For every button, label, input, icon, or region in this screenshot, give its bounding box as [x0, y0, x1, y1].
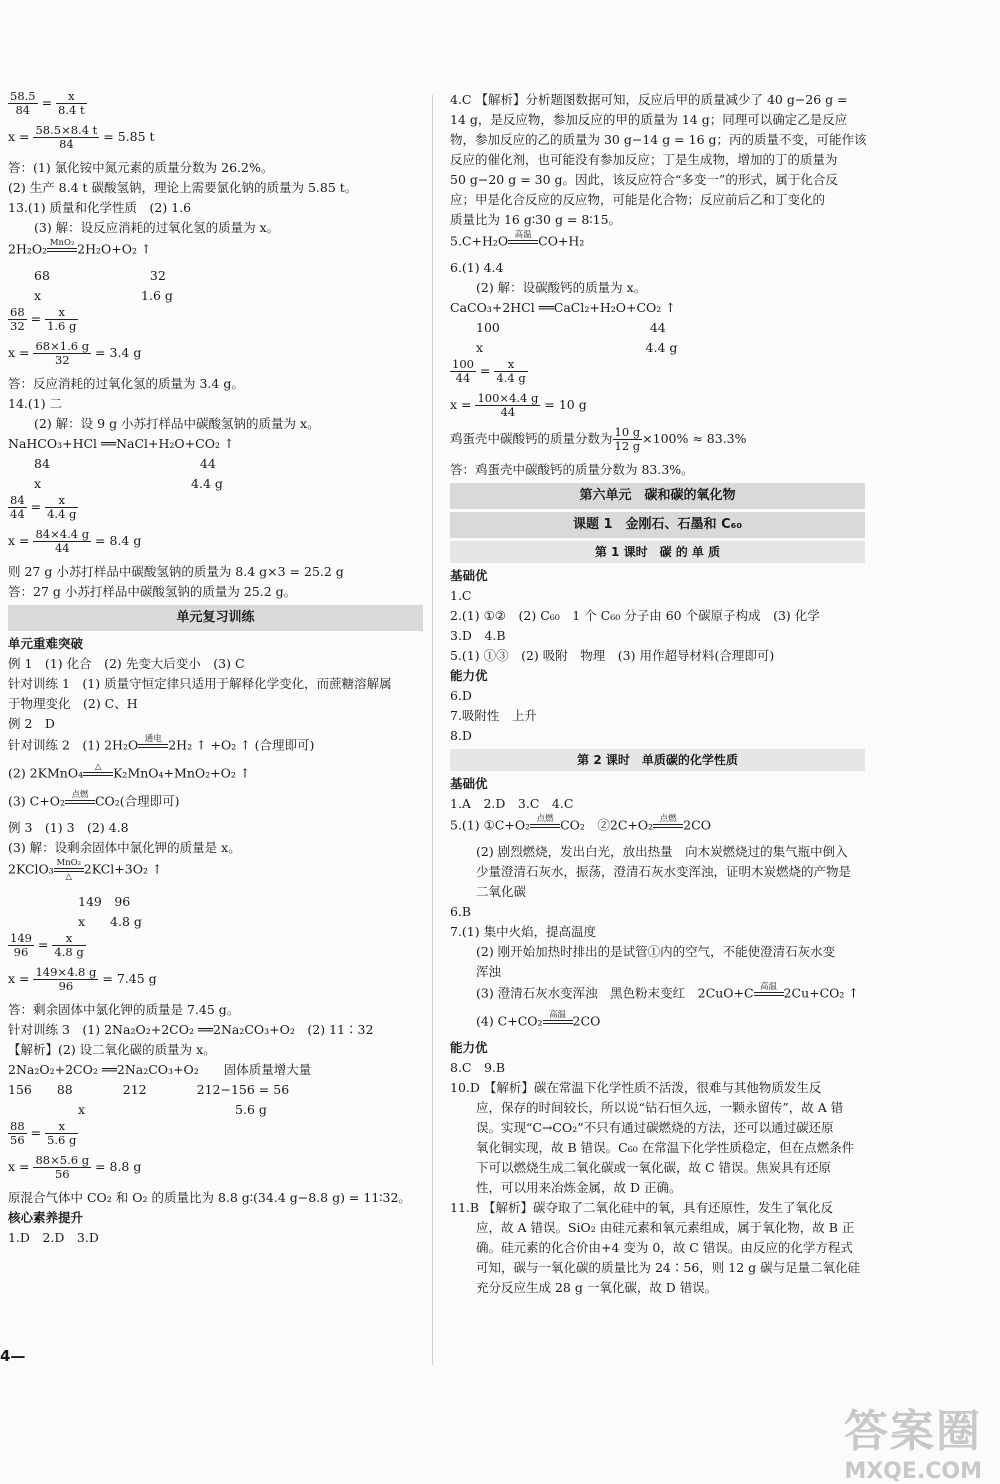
fraction-line: $\frac{88}{56}$ = $\frac{x}{5.6 g}$: [10, 1119, 77, 1147]
answer-line: 3.D 4.B: [450, 628, 506, 643]
training-1-cont: 于物理变化 (2) C、H: [8, 696, 138, 711]
answer-line: 2.(1) ①② (2) C₆₀ 1 个 C₆₀ 分子由 60 个碳原子构成 (3) 化学: [450, 608, 820, 623]
training-1: 针对训练 1 (1) 质量守恒定律只适用于解释化学变化，而蔗糖溶解属: [8, 676, 392, 691]
solution-line: (2) 解：设 9 g 小苏打样品中碳酸氢钠的质量为 x。: [34, 416, 320, 431]
question-13: 13.(1) 质量和化学性质 (2) 1.6: [8, 200, 192, 215]
answer-line: 8.D: [450, 728, 472, 743]
page-number: 4—: [0, 1347, 26, 1365]
analysis-line: 可知，碳与一氧化碳的质量比为 24∶56，则 12 g 碳与足量二氧化硅: [476, 1260, 861, 1275]
answer-line: 二氧化碳: [476, 884, 527, 899]
unit-header: 第六单元 碳和碳的氧化物: [450, 483, 865, 509]
mass-line: x 4.8 g: [78, 914, 142, 929]
question-14: 14.(1) 二: [8, 396, 63, 411]
analysis-line: 确。硅元素的化合价由+4 变为 0，故 C 错误。由反应的化学方程式: [476, 1240, 853, 1255]
mass-line: x 4.4 g: [476, 340, 678, 355]
column-divider: [432, 95, 433, 1365]
analysis-line: 质量比为 16 g∶30 g = 8∶15。: [450, 212, 622, 227]
subsection-heading: 能力优: [450, 668, 488, 683]
example-1: 例 1 (1) 化合 (2) 先变大后变小 (3) C: [8, 656, 245, 671]
fraction-line: x = $\frac{58.5\times 8.4 t}{84}$ = 5.85 t: [8, 123, 155, 151]
result-line: 则 27 g 小苏打样品中碳酸氢钠的质量为 8.4 g×3 = 25.2 g: [8, 564, 344, 579]
core-answers: 1.D 2.D 3.D: [8, 1230, 99, 1245]
answer-line: 1.A 2.D 3.C 4.C: [450, 796, 574, 811]
analysis-line: 反应的催化剂，也可能没有参加反应；丁是生成物，增加的丁的质量为: [450, 152, 838, 167]
training-2: 针对训练 2 (1) 2H₂O 通电 2H₂ ↑ +O₂ ↑ (合理即可): [8, 734, 315, 753]
question-5: 5.C+H₂O 高温 CO+H₂: [450, 230, 585, 249]
analysis-line: 性，可以用来冶炼金属，故 D 正确。: [476, 1180, 682, 1195]
left-column: [8, 90, 423, 1248]
training-3: 针对训练 3 (1) 2Na₂O₂+2CO₂ ══2Na₂CO₃+O₂ (2) 11∶32: [8, 1022, 374, 1037]
equation-line: 2KClO₃ MnO₂ △ 2KCl+3O₂ ↑: [8, 858, 163, 882]
analysis-line: 应，保存的时间较长，所以说“钻石恒久远，一颗永留传”，故 A 错: [476, 1100, 844, 1115]
solution-line: (3) 解：设剩余固体中氯化钾的质量是 x。: [8, 840, 241, 855]
fraction-line: $\frac{68}{32}$ = $\frac{x}{1.6 g}$: [10, 305, 77, 333]
answer-line: (4) C+CO₂ 高温 2CO: [476, 1010, 601, 1029]
example-2: 例 2 D: [8, 716, 55, 731]
watermark-text: 答案圈: [844, 1406, 982, 1457]
analysis-line: 【解析】(2) 设二氧化碳的质量为 x。: [8, 1042, 216, 1057]
answer-line: 6.D: [450, 688, 472, 703]
training-2-c: (3) C+O₂ 点燃 CO₂(合理即可): [8, 790, 180, 809]
fraction-line: $\frac{149}{96}$ = $\frac{x}{4.8 g}$: [10, 931, 84, 959]
answer-line: 8.C 9.B: [450, 1060, 506, 1075]
fraction-line: x = $\frac{149\times 4.8 g}{96}$ = 7.45 g: [8, 965, 157, 993]
answer-line: 答：鸡蛋壳中碳酸钙的质量分数为 83.3%。: [450, 462, 694, 477]
answer-line: 1.C: [450, 588, 472, 603]
analysis-line: 氧化铜实现，故 B 错误。C₆₀ 在常温下化学性质稳定，但在点燃条件: [476, 1140, 855, 1155]
fraction-line: $\frac{58.5}{84}$ = $\frac{x}{8.4 t}$: [10, 89, 85, 117]
subsection-heading: 能力优: [450, 1040, 488, 1055]
lesson-header: 第 1 课时 碳 的 单 质: [450, 541, 865, 563]
fraction-line: x = $\frac{84\times 4.4 g}{44}$ = 8.4 g: [8, 527, 142, 555]
analysis-line: 充分反应生成 28 g 一氧化碳，故 D 错误。: [476, 1280, 718, 1295]
subsection-heading: 基础优: [450, 568, 488, 583]
answer-line: 答：反应消耗的过氧化氢的质量为 3.4 g。: [8, 376, 244, 391]
equation-line: 2H₂O₂ MnO₂ 2H₂O+O₂ ↑: [8, 238, 152, 257]
fraction-line: x = $\frac{100\times 4.4 g}{44}$ = 10 g: [450, 391, 587, 419]
watermark-url: MXQE.COM: [844, 1459, 982, 1484]
question-4: 4.C 【解析】分析题图数据可知，反应后甲的质量减少了 40 g−26 g =: [450, 92, 848, 107]
equation-line: CaCO₃+2HCl ══CaCl₂+H₂O+CO₂ ↑: [450, 300, 676, 315]
mass-line: 100 44: [476, 320, 666, 335]
analysis-line: 应；甲是化合反应的反应物，可能是化合物；反应前后乙和丁变化的: [450, 192, 826, 207]
fraction-line: x = $\frac{88\times 5.6 g}{56}$ = 8.8 g: [8, 1153, 142, 1181]
fraction-line: $\frac{100}{44}$ = $\frac{x}{4.4 g}$: [452, 357, 526, 385]
answer-line: 答：27 g 小苏打样品中碳酸氢钠的质量为 25.2 g。: [8, 584, 297, 599]
topic-header: 课题 1 金刚石、石墨和 C₆₀: [450, 512, 865, 538]
analysis-line: 50 g−20 g = 30 g。因此，该反应符合“多变一”的形式，属于化合反: [450, 172, 838, 187]
analysis-line: 下可以燃烧生成二氧化碳或一氧化碳，故 C 错误。焦炭具有还原: [476, 1160, 832, 1175]
section-header-unit-review: 单元复习训练: [8, 605, 423, 631]
subsection-heading: 核心素养提升: [8, 1210, 84, 1225]
example-3: 例 3 (1) 3 (2) 4.8: [8, 820, 129, 835]
answer-line: (2) 刚开始加热时排出的是试管①内的空气，不能使澄清石灰水变: [476, 944, 836, 959]
ratio-line: 原混合气体中 CO₂ 和 O₂ 的质量比为 8.8 g∶(34.4 g−8.8 g) = 11∶32。: [8, 1190, 411, 1205]
question-10: 10.D 【解析】碳在常温下化学性质不活泼，很难与其他物质发生反: [450, 1080, 822, 1095]
mass-line: x 5.6 g: [78, 1102, 267, 1117]
mass-line: 156 88 212 212−156 = 56: [8, 1082, 290, 1097]
analysis-line: 应，故 A 错误。SiO₂ 由硅元素和氧元素组成，属于氧化物，故 B 正: [476, 1220, 855, 1235]
answer-line: 浑浊: [476, 964, 502, 979]
answer-line: 5.(1) ①C+O₂ 点燃 CO₂ ②2C+O₂ 点燃 2CO: [450, 814, 711, 833]
mass-line: 68 32: [34, 268, 166, 283]
answer-line: 少量澄清石灰水，振荡，澄清石灰水变浑浊，证明木炭燃烧的产物是: [476, 864, 852, 879]
mass-line: x 1.6 g: [34, 288, 173, 303]
analysis-line: 物，参加反应的乙的质量为 30 g−14 g = 16 g；丙的质量不变，可能作该: [450, 132, 867, 147]
answer-line: (2) 剧烈燃烧，发出白光，放出热量 向木炭燃烧过的集气瓶中倒入: [476, 844, 848, 859]
mass-line: 149 96: [78, 894, 131, 909]
equation-line: 2Na₂O₂+2CO₂ ══2Na₂CO₃+O₂ 固体质量增大量: [8, 1062, 312, 1077]
answer-line: 7.吸附性 上升: [450, 708, 537, 723]
question-11: 11.B 【解析】碳夺取了二氧化硅中的氧，具有还原性，发生了氧化反: [450, 1200, 834, 1215]
mass-line: x 4.4 g: [34, 476, 223, 491]
training-2-b: (2) 2KMnO₄ △ K₂MnO₄+MnO₂+O₂ ↑: [8, 762, 251, 781]
answer-line: 5.(1) ①③ (2) 吸附 物理 (3) 用作超导材料(合理即可): [450, 648, 775, 663]
mass-line: 84 44: [34, 456, 216, 471]
right-column: [450, 90, 865, 1298]
subsection-heading: 基础优: [450, 776, 488, 791]
answer-line: 7.(1) 集中火焰，提高温度: [450, 924, 597, 939]
solution-line: (3) 解：设反应消耗的过氧化氢的质量为 x。: [34, 220, 280, 235]
analysis-line: 14 g，是反应物，参加反应的甲的质量为 14 g；同理可以确定乙是反应: [450, 112, 848, 127]
answer-line: (2) 生产 8.4 t 碳酸氢钠，理论上需要氯化钠的质量为 5.85 t。: [8, 180, 358, 195]
analysis-line: 误。实现“C→CO₂”不只有通过碳燃烧的方法，还可以通过碳还原: [476, 1120, 834, 1135]
percentage-line: 鸡蛋壳中碳酸钙的质量分数为 $\frac{10 g}{12 g}$ ×100% ≈ 83.3%: [450, 425, 747, 453]
answer-line: (3) 澄清石灰水变浑浊 黑色粉末变红 2CuO+C 高温 2Cu+CO₂ ↑: [476, 982, 859, 1001]
answer-line: 答：(1) 氯化铵中氮元素的质量分数为 26.2%。: [8, 160, 274, 175]
solution-line: (2) 解：设碳酸钙的质量为 x。: [476, 280, 647, 295]
equation-line: NaHCO₃+HCl ══NaCl+H₂O+CO₂ ↑: [8, 436, 235, 451]
fraction-line: x = $\frac{68\times 1.6 g}{32}$ = 3.4 g: [8, 339, 142, 367]
question-6: 6.(1) 4.4: [450, 260, 504, 275]
subsection-heading: 单元重难突破: [8, 636, 84, 651]
fraction-line: $\frac{84}{44}$ = $\frac{x}{4.4 g}$: [10, 493, 77, 521]
answer-line: 6.B: [450, 904, 472, 919]
answer-line: 答：剩余固体中氯化钾的质量是 7.45 g。: [8, 1002, 240, 1017]
lesson-header: 第 2 课时 单质碳的化学性质: [450, 749, 865, 771]
